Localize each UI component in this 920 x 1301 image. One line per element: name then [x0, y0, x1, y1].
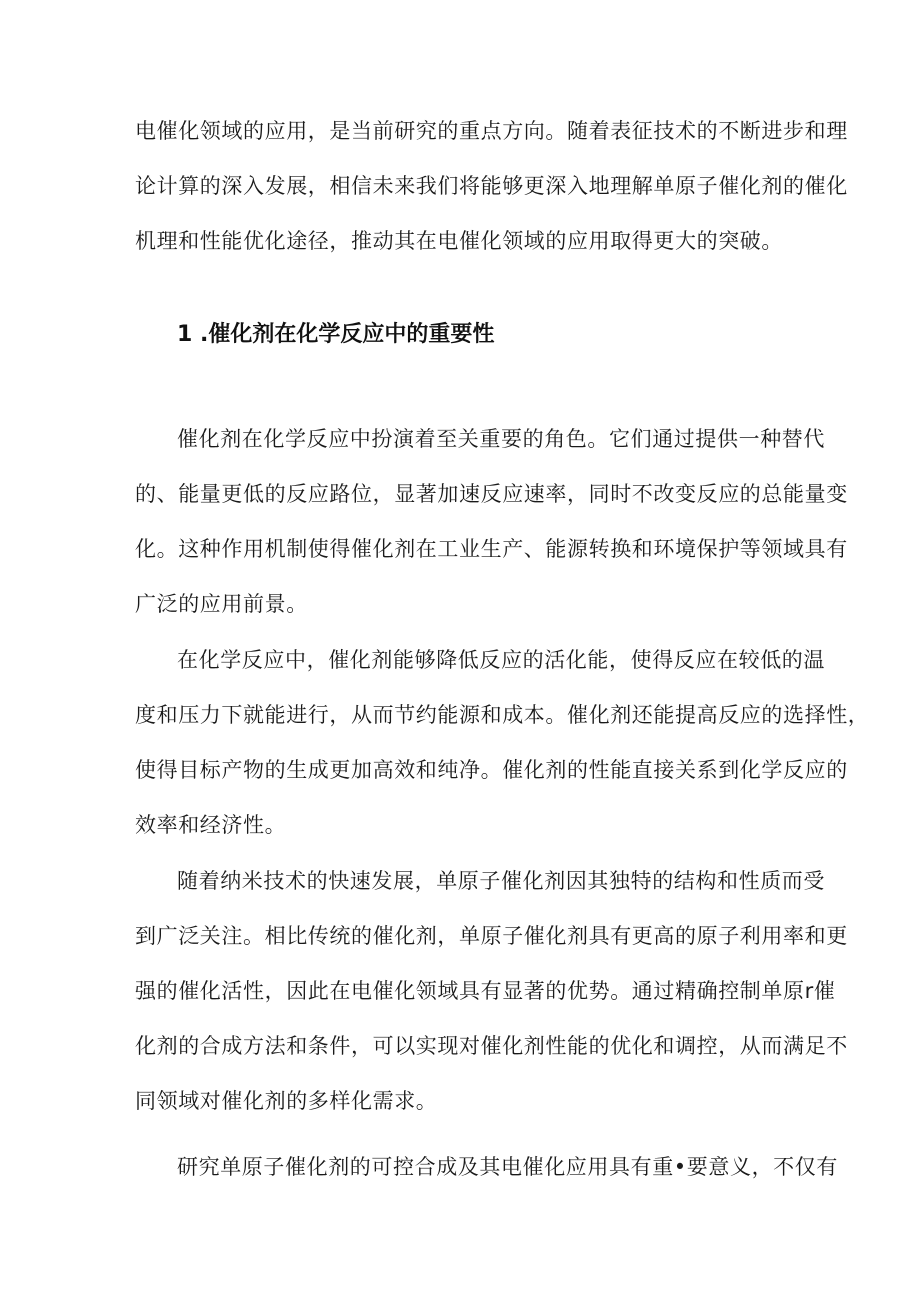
- paragraph2-line-2: 度和压力下就能进行，从而节约能源和成本。催化剂还能提高反应的选择性，: [135, 703, 870, 727]
- intro-line-2: 论计算的深入发展，相信未来我们将能够更深入地理解单原子催化剂的催化: [135, 174, 848, 198]
- section-heading: 1 .催化剂在化学反应中的重要性: [177, 322, 495, 347]
- paragraph2-line-4: 效率和经济性。: [135, 813, 287, 837]
- paragraph3-line-3: 强的催化活性，因此在电催化领域具有显著的优势。通过精确控制单原r催: [135, 979, 836, 1003]
- paragraph4-line-1: 研究单原子催化剂的可控合成及其电催化应用具有重•要意义，不仅有: [177, 1155, 838, 1179]
- paragraph3-line-5: 同领域对催化剂的多样化需求。: [135, 1089, 438, 1113]
- paragraph3-line-1: 随着纳米技术的快速发展，单原子催化剂因其独特的结构和性质而受: [177, 869, 825, 893]
- paragraph2-line-1: 在化学反应中，催化剂能够降低反应的活化能，使得反应在较低的温: [177, 648, 825, 672]
- paragraph3-line-2: 到广泛关注。相比传统的催化剂，单原子催化剂具有更高的原子利用率和更: [135, 924, 848, 948]
- paragraph1-line-4: 广泛的应用前景。: [135, 592, 308, 616]
- intro-line-1: 电催化领域的应用，是当前研究的重点方向。随着表征技术的不断进步和理: [135, 119, 848, 143]
- paragraph1-line-2: 的、能量更低的反应路位，显著加速反应速率，同时不改变反应的总能量变: [135, 482, 848, 506]
- intro-line-3: 机理和性能优化途径，推动其在电催化领域的应用取得更大的突破。: [135, 229, 783, 253]
- paragraph3-line-4: 化剂的合成方法和条件，可以实现对催化剂性能的优化和调控，从而满足不: [135, 1034, 848, 1058]
- paragraph2-line-3: 使得目标产物的生成更加高效和纯净。催化剂的性能直接关系到化学反应的: [135, 758, 848, 782]
- paragraph1-line-1: 催化剂在化学反应中扮演着至关重要的角色。它们通过提供一种替代: [177, 427, 825, 451]
- paragraph1-line-3: 化。这种作用机制使得催化剂在工业生产、能源转换和环境保护等领域具有: [135, 537, 848, 561]
